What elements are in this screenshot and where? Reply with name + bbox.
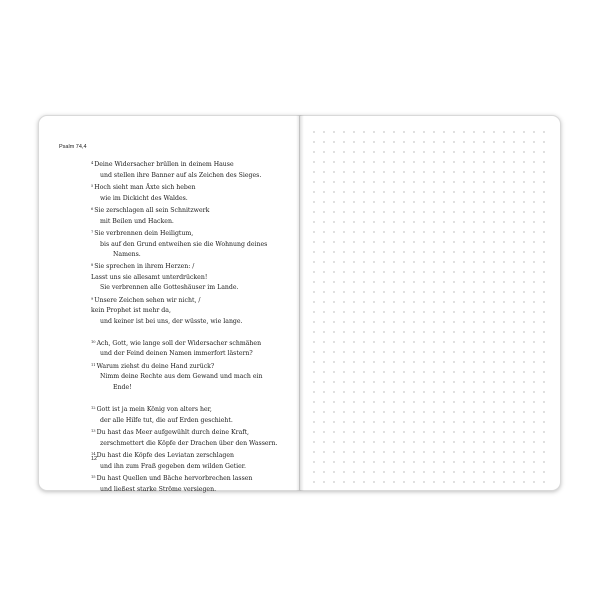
verse-text: und ihn zum Fraß gegeben dem wilden Getier. [100, 462, 247, 470]
verse-text: Warum ziehst du deine Hand zurück? [96, 362, 215, 370]
verse-text: Du hast die Köpfe des Leviatan zerschlagen [96, 452, 235, 460]
verse-line [91, 416, 296, 426]
verse-line [91, 372, 296, 382]
psalm-text [91, 158, 296, 495]
verse-text: wie im Dickicht des Waldes. [100, 194, 188, 202]
verse-line [91, 273, 296, 283]
verse-text: Nimm deine Rechte aus dem Gewand und mach ein [100, 373, 263, 381]
verse-line [91, 462, 296, 472]
verse-line [91, 317, 296, 327]
verse-text: Hoch sieht man Äxte sich heben [94, 184, 196, 192]
dot-grid [309, 127, 551, 483]
verse-text: Lasst uns sie allesamt unterdrücken! [91, 274, 208, 281]
verse-line [91, 383, 296, 393]
verse-text: Namens. [113, 251, 141, 258]
open-notebook [38, 115, 561, 491]
verse-number: 7 [91, 230, 94, 234]
verse-line [91, 171, 296, 181]
verse-text: der alle Hilfe tut, die auf Erden geschieht. [100, 416, 233, 424]
page-number: 12 [91, 456, 98, 462]
stanza [91, 403, 296, 495]
verse-line [91, 217, 296, 227]
verse-text: Sie verbrennen dein Heiligtum, [94, 230, 194, 238]
verse-line [91, 260, 296, 273]
verse-line [91, 485, 296, 495]
verse-line [91, 360, 296, 373]
verse-line [91, 250, 296, 260]
verse-text: Sie verbrennen alle Gotteshäuser im Lande. [100, 284, 239, 292]
verse-number: 10 [91, 339, 96, 344]
verse-text: Ende! [113, 383, 132, 391]
verse-line [91, 349, 296, 359]
verse-line [91, 283, 296, 293]
verse-line [91, 194, 296, 204]
verse-line [91, 337, 296, 350]
verse-line [91, 227, 296, 240]
verse-number: 11 [91, 362, 96, 367]
verse-line [91, 426, 296, 439]
verse-text: mit Beilen und Hacken. [100, 217, 174, 225]
verse-line [91, 240, 296, 250]
verse-text: Sie zerschlagen all sein Schnitzwerk [94, 207, 210, 215]
left-page [38, 115, 300, 491]
stanza [91, 158, 296, 327]
verse-line [91, 306, 296, 316]
verse-text: zerschmettert die Köpfe der Drachen über den Wassern. [100, 439, 278, 447]
verse-line [91, 204, 296, 217]
verse-text: bis auf den Grund entweihen sie die Wohnung deines [100, 240, 268, 248]
right-page [300, 115, 561, 491]
verse-text: kein Prophet ist mehr da, [91, 307, 171, 315]
verse-text: Unsere Zeichen sehen wir nicht, / [94, 297, 201, 304]
book-gutter [296, 115, 304, 491]
verse-text: Sie sprechen in ihrem Herzen: / [94, 263, 195, 271]
verse-number: 12 [91, 406, 96, 411]
verse-text: und stellen ihre Banner auf als Zeichen des Sieges. [100, 171, 262, 179]
stanza [91, 337, 296, 393]
verse-number: 8 [91, 263, 94, 268]
verse-text: und ließest starke Ströme versiegen. [100, 485, 217, 493]
verse-text: Du hast das Meer aufgewühlt durch deine Kraft, [96, 429, 250, 437]
verse-number: 14 [91, 452, 96, 457]
verse-number: 5 [91, 184, 94, 188]
verse-number: 6 [91, 207, 94, 211]
verse-line [91, 439, 296, 449]
verse-text: und der Feind deinen Namen immerfort lästern? [100, 350, 253, 358]
verse-text: Gott ist ja mein König von alters her, [96, 406, 212, 414]
verse-line [91, 158, 296, 171]
stanza-break [91, 327, 296, 337]
verse-line [91, 294, 296, 307]
verse-text: Ach, Gott, wie lange soll der Widersacher schmähen [96, 339, 262, 347]
verse-number: 4 [91, 161, 94, 165]
verse-line [91, 472, 296, 485]
verse-line [91, 181, 296, 194]
verse-number: 13 [91, 429, 96, 434]
verse-number: 15 [91, 475, 96, 480]
verse-text: Du hast Quellen und Bäche hervorbrechen lassen [96, 475, 253, 483]
verse-text: und keiner ist bei uns, der wüsste, wie lange. [100, 317, 243, 325]
stanza-break [91, 393, 296, 403]
verse-number: 9 [91, 296, 94, 301]
verse-line [91, 449, 296, 462]
verse-line [91, 403, 296, 416]
verse-text: Deine Widersacher brüllen in deinem Hause [94, 161, 234, 169]
running-head: Psalm 74,4 [59, 144, 87, 150]
